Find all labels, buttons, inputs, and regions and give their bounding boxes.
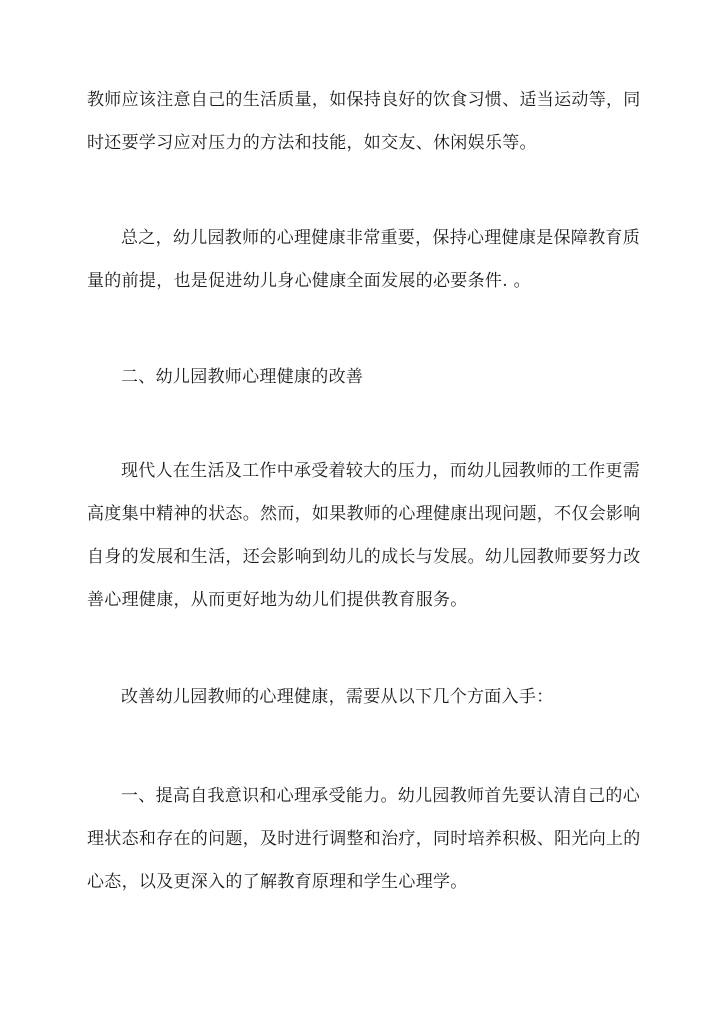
paragraph-pressure <box>87 450 641 622</box>
text-line: 总之，幼儿园教师的心理健康非常重要，保持心理健康是保障教育质 <box>121 228 640 248</box>
text-line: 现代人在生活及工作中承受着较大的压力，而幼儿园教师的工作更需 <box>121 461 640 481</box>
text-line: 善心理健康，从而更好地为幼儿们提供教育服务。 <box>87 590 468 610</box>
text-line: 一、提高自我意识和心理承受能力。幼儿园教师首先要认清自己的心 <box>121 786 640 806</box>
text-line: 理状态和存在的问题，及时进行调整和治疗，同时培养积极、阳光向上的 <box>87 829 641 849</box>
text-line: 心态，以及更深入的了解教育原理和学生心理学。 <box>87 872 468 892</box>
text-line: 改善幼儿园教师的心理健康，需要从以下几个方面入手： <box>121 687 554 707</box>
paragraph-intro-list <box>87 676 635 719</box>
text-line: 量的前提，也是促进幼儿身心健康全面发展的必要条件. 。 <box>87 271 531 291</box>
paragraph-continuation <box>87 79 641 165</box>
section-heading-text: 二、幼儿园教师心理健康的改善 <box>121 367 364 387</box>
text-line: 时还要学习应对压力的方法和技能，如交友、休闲娱乐等。 <box>87 133 537 153</box>
text-line: 教师应该注意自己的生活质量，如保持良好的饮食习惯、适当运动等，同 <box>87 90 641 110</box>
paragraph-summary <box>87 217 640 303</box>
section-heading <box>87 356 635 399</box>
text-line: 自身的发展和生活，还会影响到幼儿的成长与发展。幼儿园教师要努力改 <box>87 547 641 567</box>
text-line: 高度集中精神的状态。然而，如果教师的心理健康出现问题，不仅会影响 <box>87 504 641 524</box>
paragraph-point-one <box>87 775 641 904</box>
